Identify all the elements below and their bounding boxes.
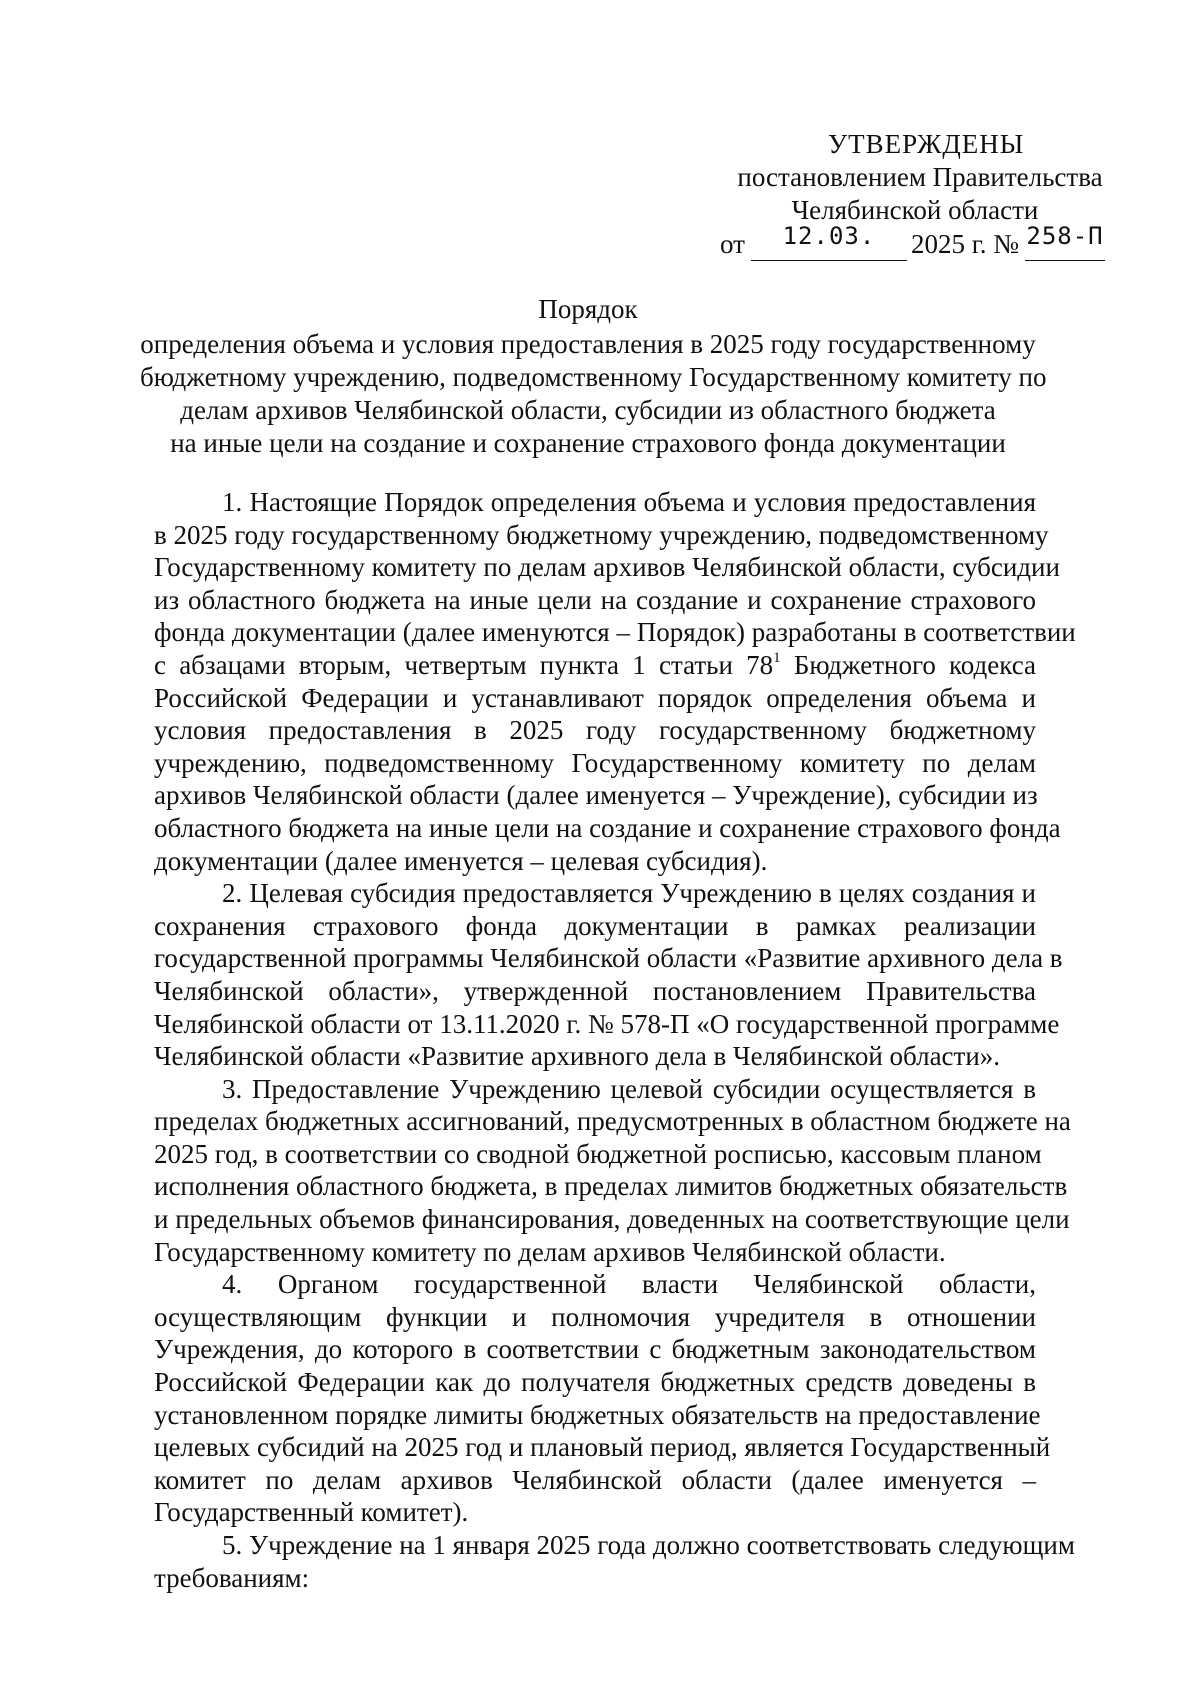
text-line: 5. Учреждение на 1 января 2025 года должно соответствовать следующим [222,1530,1075,1560]
text-line: архивов Челябинской области (далее именуется – Учреждение), субсидии из [154,780,1038,811]
paragraph-5 [154,1529,1075,1594]
approval-line-2: Челябинской области [791,195,1039,225]
title-line: на иные цели на создание и сохранение страхового фонда документации [170,428,1006,458]
paragraph-4 [154,1268,1051,1529]
text-line: фонда документации (далее именуются – Порядок) разработаны в соответствии [154,617,1076,648]
text-line: Челябинской области», утвержденной постановлением Правительства [154,975,1036,1006]
text-line: Челябинской области «Развитие архивного дела в Челябинской области». [154,1041,1001,1072]
text-line: Государственному комитету по делам архивов Челябинской области, субсидии [154,552,1060,583]
superscript: 1 [773,649,781,666]
paragraph-1 [154,486,1076,877]
title-line: бюджетному учреждению, подведомственному Государственному комитету по [140,362,1047,392]
text-line: Российской Федерации и устанавливают порядок определения объема и [154,682,1036,713]
text-line: исполнения областного бюджета, в пределах лимитов бюджетных обязательств [154,1171,1068,1202]
approval-block [720,128,1120,261]
text-line: сохранения страхового фонда документации в рамках реализации [154,910,1036,941]
text-line: документации (далее именуется – целевая субсидия). [154,845,768,876]
title-line: определения объема и условия предоставления в 2025 году государственному [140,329,1036,359]
approval-heading: УТВЕРЖДЕНЫ [828,129,1025,159]
date-prefix: от [720,229,745,259]
number-blank [1025,222,1105,261]
number-value: 258-П [1026,222,1104,250]
text-line: в 2025 году государственному бюджетному учреждению, подведомственному [154,519,1049,550]
text-line: Государственный комитет). [154,1497,469,1528]
text-line: Российской Федерации как до получателя бюджетных средств доведены в [154,1367,1036,1398]
date-value: 12.03. [782,222,876,250]
document-title: Порядок [538,294,638,324]
year-text: 2025 г. № [910,229,1019,259]
text-line: Государственному комитету по делам архивов Челябинской области. [154,1236,946,1267]
text-line: и предельных объемов финансирования, доведенных на соответствующие цели [154,1204,1070,1235]
paragraph-2 [154,877,1063,1073]
text-line: 2. Целевая субсидия предоставляется Учреждению в целях создания и [222,878,1036,909]
text-line: из областного бюджета на иные цели на создание и сохранение страхового [154,584,1036,615]
paragraph-3 [154,1073,1071,1269]
text-line: 4. Органом государственной власти Челябинской области, [222,1269,1036,1300]
text-line: областного бюджета на иные цели на создание и сохранение страхового фонда [154,812,1061,843]
text-line: 3. Предоставление Учреждению целевой субсидии осуществляется в [222,1073,1036,1104]
text-line: установленном порядке лимиты бюджетных обязательств на предоставление [154,1399,1041,1430]
approval-date-row [720,222,1120,261]
date-blank [751,222,907,261]
text-line: пределах бюджетных ассигнований, предусмотренных в областном бюджете на [154,1106,1071,1137]
text-line: целевых субсидий на 2025 год и плановый период, является Государственный [154,1432,1051,1463]
text-line: учреждению, подведомственному Государственному комитету по делам [154,747,1036,778]
text-line: комитет по делам архивов Челябинской области (далее именуется – [154,1464,1036,1495]
text-segment: с абзацами вторым, четвертым пункта 1 статьи 78 [154,649,774,680]
approval-line-1: постановлением Правительства [737,162,1103,192]
document-body [154,486,1076,1594]
text-line: условия предоставления в 2025 году государственному бюджетному [154,715,1036,746]
text-line: 2025 год, в соответствии со сводной бюджетной росписью, кассовым планом [154,1138,1042,1169]
text-line: государственной программы Челябинской области «Развитие архивного дела в [154,943,1063,974]
text-line: Челябинской области от 13.11.2020 г. № 578-П «О государственной программе [154,1008,1060,1039]
text-line: требованиям: [154,1562,310,1593]
document-title-block [140,293,1047,460]
text-line: Учреждения, до которого в соответствии с бюджетным законодательством [154,1334,1036,1365]
text-line: осуществляющим функции и полномочия учредителя в отношении [154,1301,1036,1332]
title-line: делам архивов Челябинской области, субсидии из областного бюджета [180,395,996,425]
text-line-with-superscript [154,649,1036,682]
text-segment: Бюджетного кодекса [780,649,1036,680]
text-line: 1. Настоящие Порядок определения объема и условия предоставления [222,487,1036,517]
